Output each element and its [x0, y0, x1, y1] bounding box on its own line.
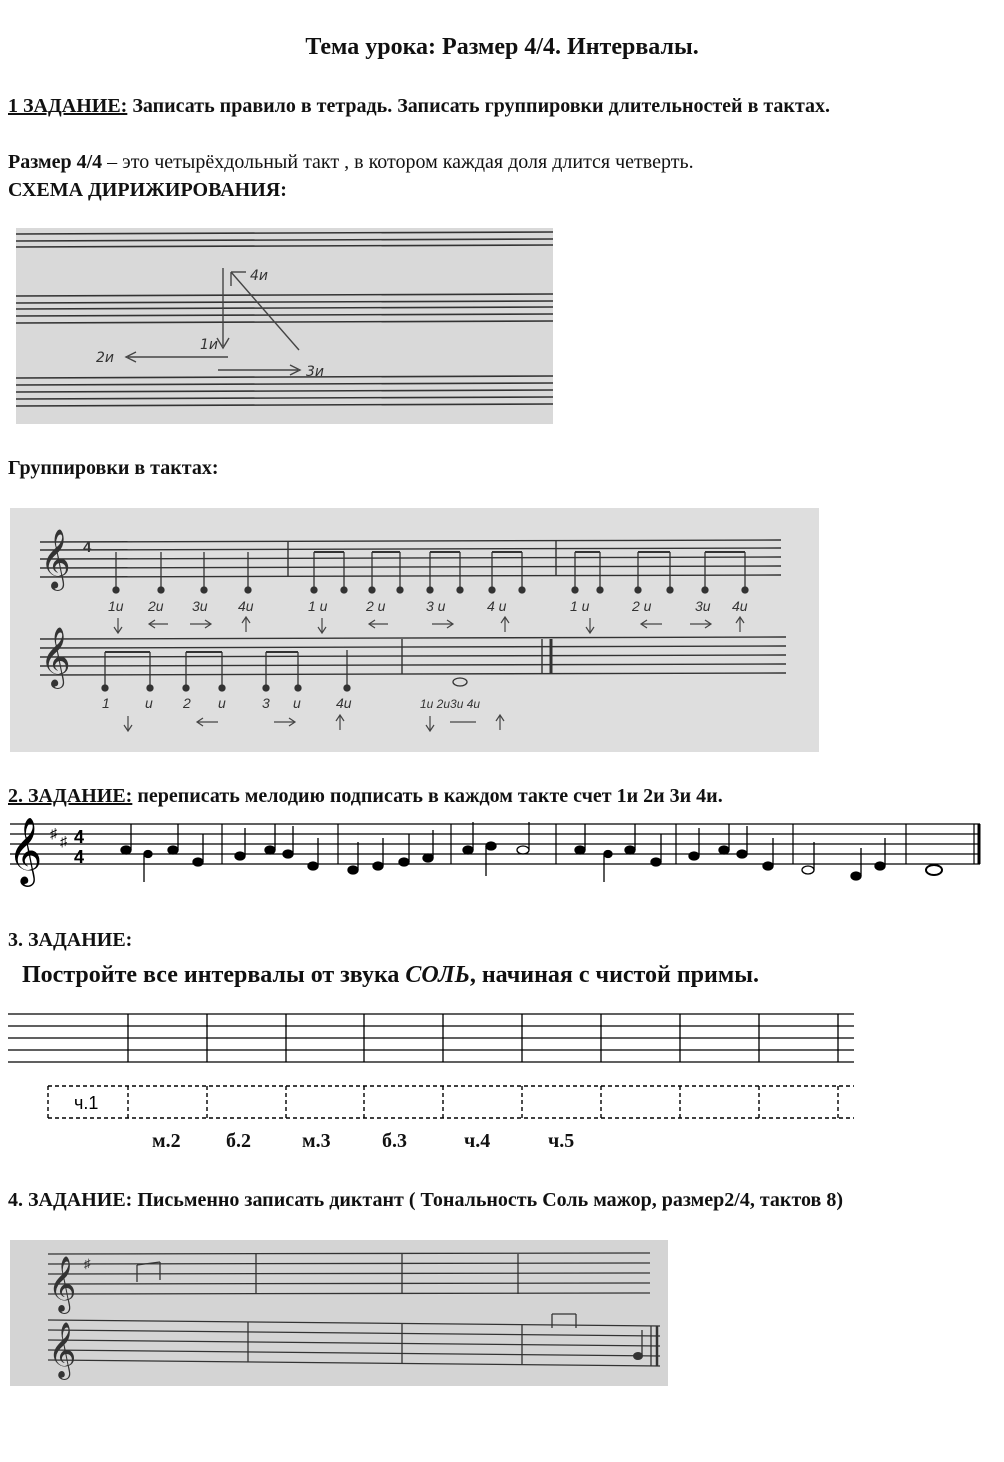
task2-text: переписать мелодию подписать в каждом такте счет 1и 2и 3и 4и.: [132, 785, 723, 807]
scheme-label-3: 3и: [306, 364, 325, 380]
interval-label: м.3: [302, 1130, 331, 1152]
groupings-image: [10, 508, 819, 752]
page-title: Тема урока: Размер 4/4. Интервалы.: [305, 34, 699, 60]
scheme-label-2: 2и: [96, 350, 115, 366]
interval-label: б.3: [382, 1130, 407, 1152]
time-signature-icon: 4: [74, 827, 85, 847]
grouping-label: и: [145, 695, 153, 711]
task1-rule: [8, 148, 993, 176]
conducting-scheme-image: [16, 228, 553, 424]
treble-clef-icon-2: 𝄞: [40, 628, 71, 686]
task3-instruction: [22, 962, 759, 989]
treble-clef-icon-2: 𝄞: [48, 1324, 77, 1377]
grouping-label: 3 и: [426, 598, 446, 614]
interval-label: б.2: [226, 1130, 251, 1152]
grouping-label: 1 и: [308, 598, 328, 614]
task1-text: Записать правило в тетрадь. Записать группировки длительностей в тактах.: [127, 95, 831, 117]
interval-box-first: ч.1: [74, 1093, 99, 1113]
treble-clef-icon: 𝄞: [40, 530, 71, 588]
grouping-label: 2 и: [632, 598, 652, 614]
sharp-icon: ♯: [50, 825, 57, 841]
task3-note: СОЛЬ: [405, 962, 470, 988]
grouping-label: и: [293, 695, 301, 711]
grouping-label: 2: [183, 695, 191, 711]
sharp-icon: ♯: [84, 1256, 91, 1271]
rule-term: Размер 4/4: [8, 151, 103, 173]
scheme-label-1: 1и: [200, 337, 219, 353]
time-signature-icon: 4: [83, 539, 92, 556]
intervals-staff: [8, 1006, 856, 1126]
task4-heading: 4. ЗАДАНИЕ:: [8, 1189, 133, 1211]
task3-heading: 3. ЗАДАНИЕ:: [8, 929, 133, 951]
grouping-label: 3и: [192, 598, 208, 614]
grouping-label: 4и: [336, 695, 352, 711]
task3-instr-b: , начиная с чистой примы.: [469, 962, 759, 988]
scheme-heading: СХЕМА ДИРИЖИРОВАНИЯ:: [8, 179, 287, 201]
grouping-label: 3и: [695, 598, 711, 614]
grouping-label: 1 и: [570, 598, 590, 614]
interval-label: ч.4: [464, 1130, 491, 1152]
groupings-heading: Группировки в тактах:: [8, 457, 219, 479]
dictation-image: [10, 1240, 668, 1386]
task3-instr-a: Постройте все интервалы от звука: [22, 962, 406, 988]
grouping-label: и: [218, 695, 226, 711]
grouping-label: 2и: [148, 598, 164, 614]
grouping-label: 2 и: [366, 598, 386, 614]
task4-instruction: [8, 1186, 993, 1214]
task1-instruction: [8, 92, 993, 120]
treble-clef-icon: 𝄞: [8, 818, 43, 883]
grouping-label: 1и: [108, 598, 124, 614]
grouping-label: 1: [102, 695, 110, 711]
grouping-label: 4и: [238, 598, 254, 614]
grouping-label: 1и 2и3и 4и: [420, 697, 481, 711]
melody-staff: [8, 810, 983, 892]
grouping-label: 4и: [732, 598, 748, 614]
grouping-label: 3: [262, 695, 270, 711]
scheme-label-4: 4и: [250, 268, 269, 284]
time-signature-icon: 4: [74, 847, 85, 867]
sharp-icon: ♯: [60, 833, 67, 849]
treble-clef-icon: 𝄞: [48, 1258, 77, 1311]
rule-definition: – это четырёхдольный такт , в котором каждая доля длится четверть.: [102, 151, 694, 173]
task1-heading: 1 ЗАДАНИЕ:: [8, 95, 128, 117]
task2-heading: 2. ЗАДАНИЕ:: [8, 785, 133, 807]
interval-label: м.2: [152, 1130, 181, 1152]
task4-text: Письменно записать диктант ( Тональность Соль мажор, размер2/4, тактов 8): [132, 1189, 843, 1211]
interval-label: ч.5: [548, 1130, 575, 1152]
grouping-label: 4 и: [487, 598, 507, 614]
task2-instruction: [8, 782, 998, 810]
